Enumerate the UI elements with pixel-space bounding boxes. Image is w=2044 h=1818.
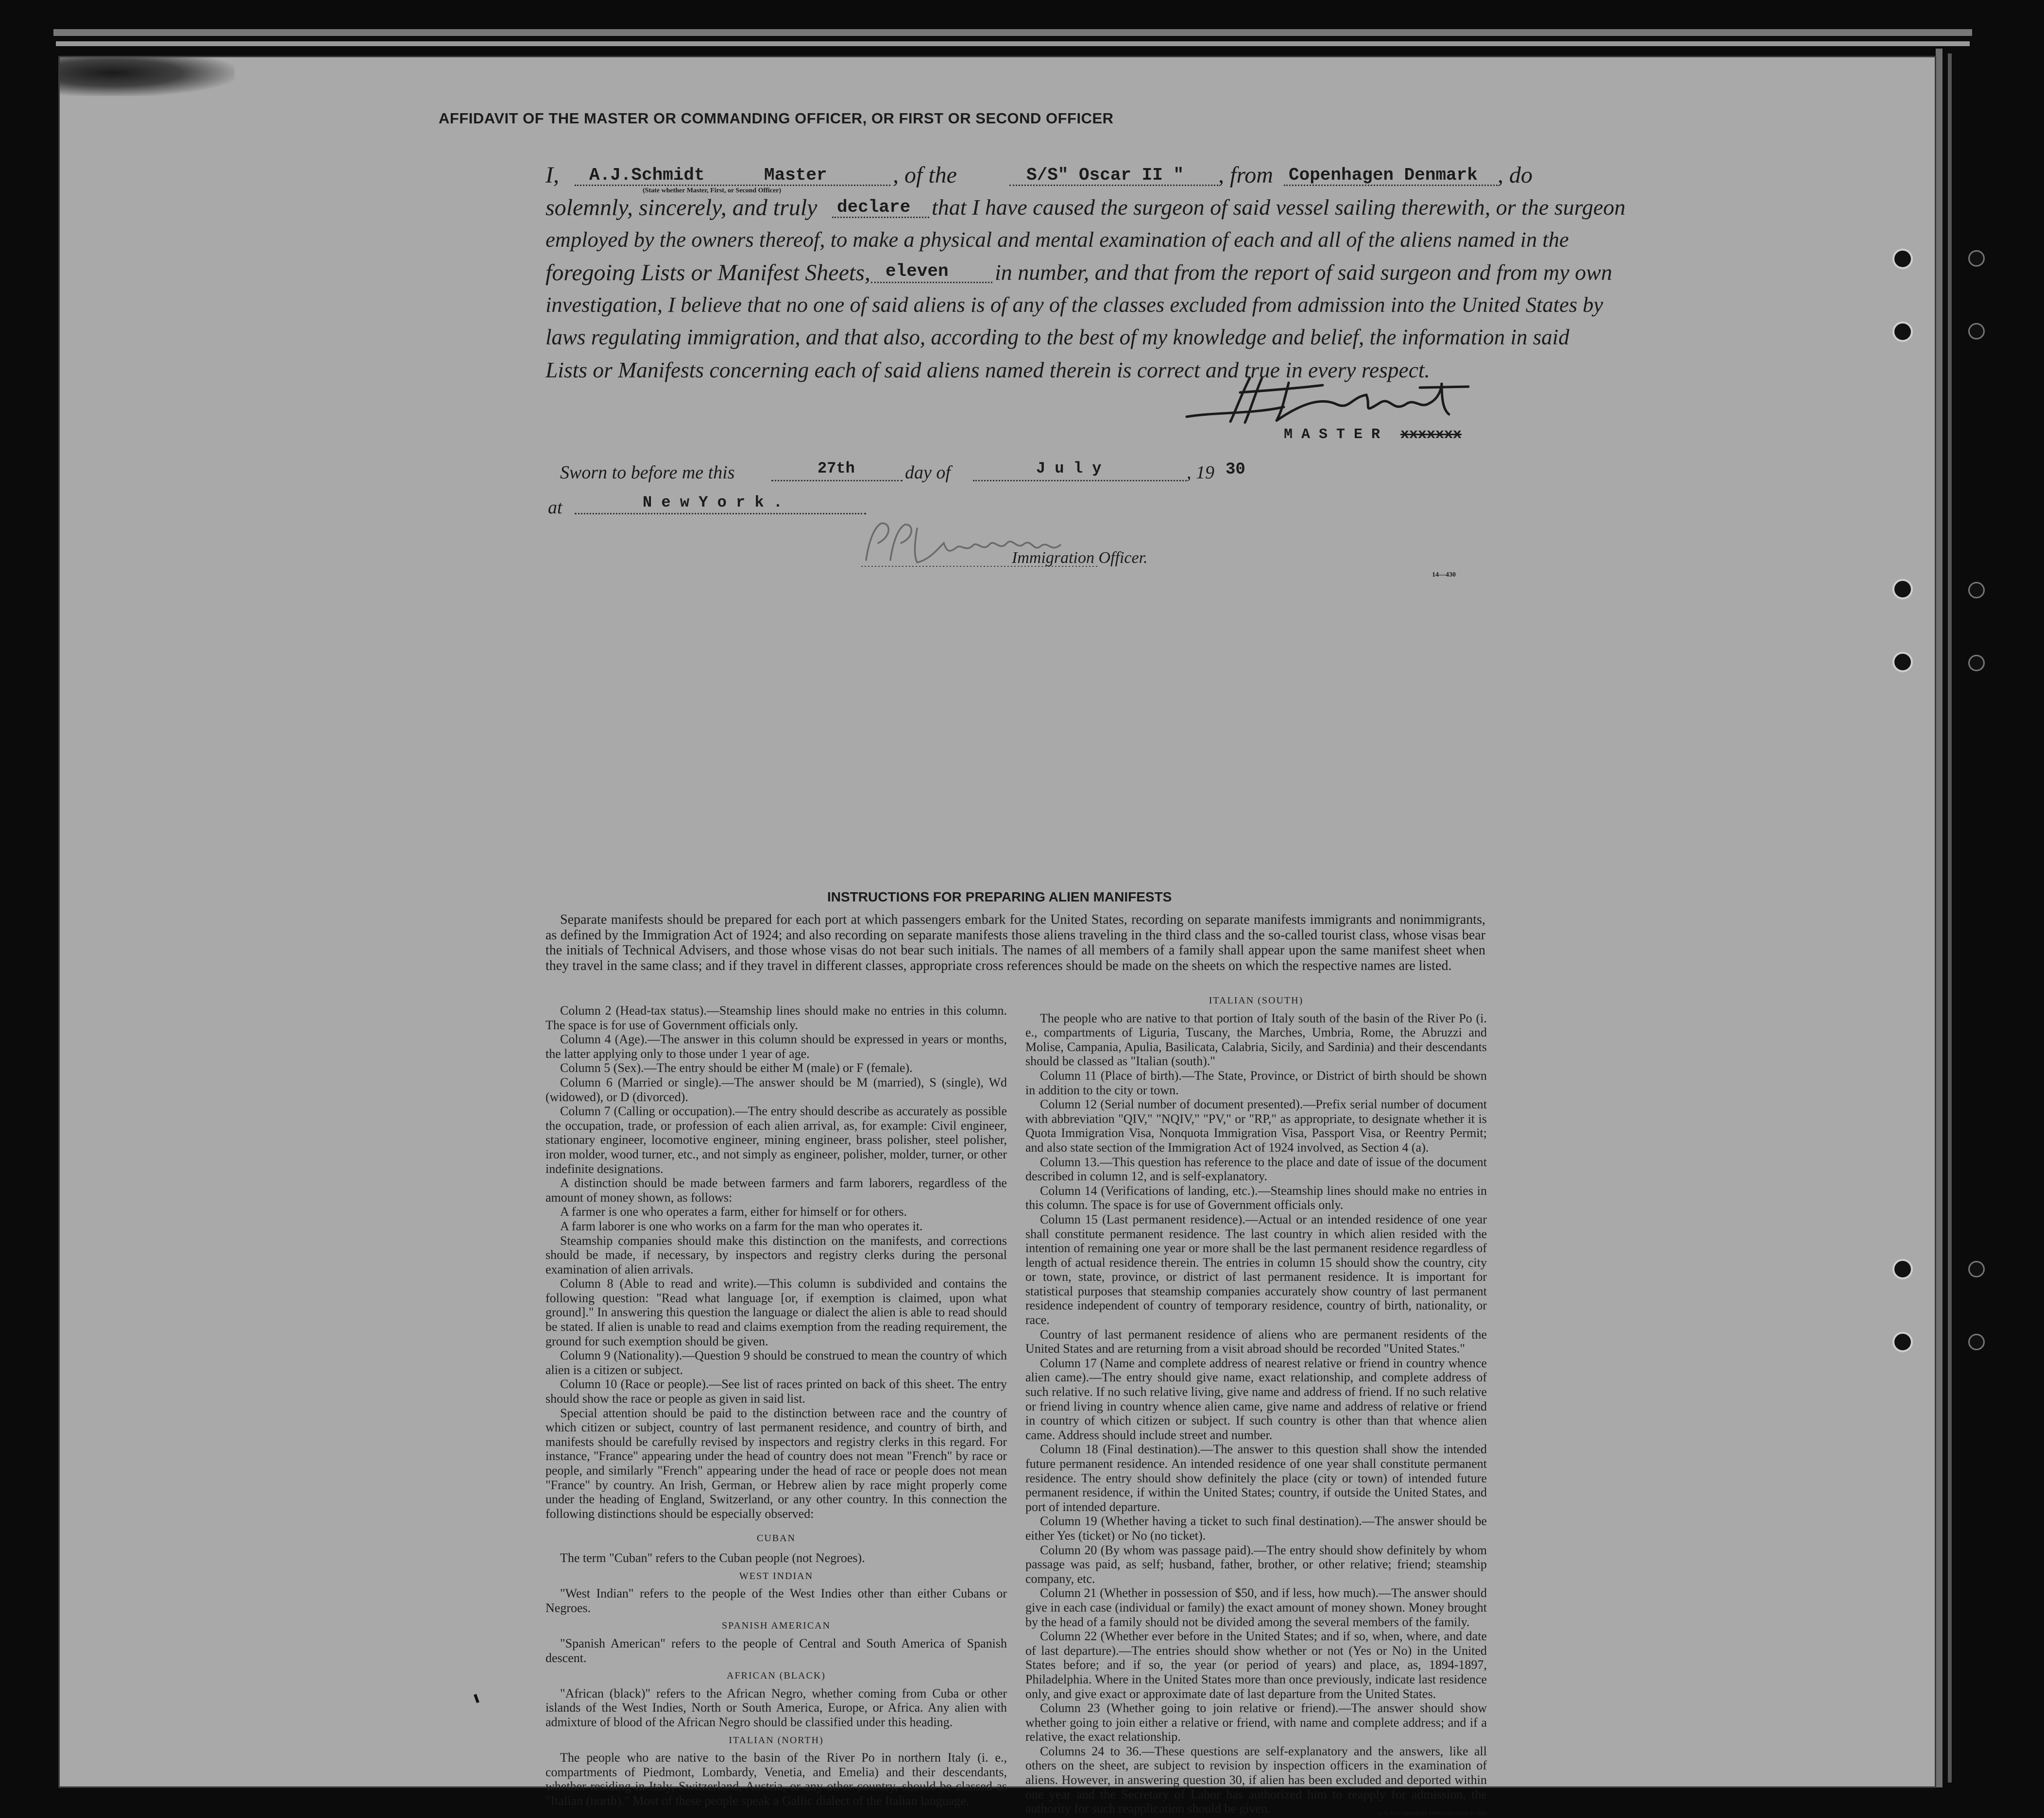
african-heading: AFRICAN (BLACK)	[727, 1670, 826, 1682]
affidavit-line-4b: in number, and that from the report of said surgeon and from my own	[995, 260, 1612, 285]
cuban-heading: CUBAN	[756, 1533, 796, 1544]
affidavit-line-7: Lists or Manifests concerning each of said aliens named therein is correct and true in every respect.	[545, 357, 1430, 382]
affidavit-line-1	[545, 162, 559, 188]
count-field-line	[871, 282, 992, 283]
binder-hole	[1892, 322, 1913, 342]
binder-hole	[1892, 652, 1913, 672]
sworn-prefix: Sworn to before me this	[560, 462, 735, 483]
affidavit-line-3: employed by the owners thereof, to make a physical and mental examination of each and all of the aliens named in the	[545, 227, 1569, 252]
right-paragraph: Column 23 (Whether going to join relative or friend).—The answer should show whether going to join either a relative or friend, with name and complete address; and if a relative, the exact relationship.	[1025, 1701, 1487, 1744]
sworn-month-line	[973, 480, 1187, 481]
left-paragraph: Column 2 (Head-tax status).—Steamship lines should make no entries in this column. The space is for use of Government officials only.	[545, 1003, 1007, 1032]
left-paragraph: Column 10 (Race or people).—See list of races printed on back of this sheet. The entry should show the race or people as given in said list.	[545, 1377, 1007, 1406]
instructions-intro	[545, 912, 1485, 973]
binder-hole	[1892, 249, 1913, 269]
intro-paragraph: Separate manifests should be prepared for each port at which passengers embark for the United States, recording on separate manifests immigrants and nonimmigrants, as defined by the Immigration Act of 1924; and also recording on separate manifests those aliens traveling in the third class and the so-called tourist class, whose visas bear the initials of Technical Advisers, and those whose visas do not bear such initials. The names of all members of a family shall appear upon the same manifest sheet when they travel in the same class; and if they travel in different classes, appropriate cross references should be made on the sheets on which the respective names are listed.	[545, 912, 1485, 973]
cuban-text: The term "Cuban" refers to the Cuban people (not Negroes).	[560, 1550, 865, 1565]
right-paragraph: Column 11 (Place of birth).—The State, Province, or District of birth should be shown in addition to the city or town.	[1025, 1068, 1487, 1097]
right-paragraph: Column 20 (By whom was passage paid).—The entry should show definitely by whom passage was paid, as self; husband, father, brother, or other relative; friend; steamship company, etc.	[1025, 1543, 1487, 1586]
right-paragraph: Column 13.—This question has reference to the place and date of issue of the document described in column 12, and is self-explanatory.	[1025, 1155, 1487, 1184]
binder-hole	[1892, 1332, 1913, 1352]
italian-north-text: The people who are native to the basin of the River Po in northern Italy (i. e., compartments of Piedmont, Lombardy, Venetia, and Emelia) and their descendants, whether residing in Italy, Switzerland, Austria, or any other country, should be classed as "Italian (north)." Most of these people speak a Gallic dialect of the Italian language.	[545, 1750, 1007, 1808]
affidavit-line-5: investigation, I believe that no one of said aliens is of any of the classes excluded from admission into the United States by	[545, 292, 1603, 317]
left-paragraph: Column 8 (Able to read and write).—This column is subdivided and contains the following question: "Read what language [or, if exemption is claimed, upon what ground]." In answering this question the language or dialect the alien is able to read should be stated. If alien is unable to read and claims exemption from the reading requirement, the ground for such exemption should be given.	[545, 1276, 1007, 1348]
manifest-sheet	[58, 56, 1936, 1817]
binder-strip-hole	[1968, 323, 1985, 340]
right-paragraph: The people who are native to that portion of Italy south of the basin of the River Po (i. e., compartments of Liguria, Tuscany, the Marches, Umbria, Rome, the Abruzzi and Molise, Campania, Apulia, Basilicata, Calabria, Sicily, and Sardinia) and their descendants should be classed as "Italian (south)."	[1025, 1011, 1487, 1069]
page-edge-top	[53, 29, 1972, 36]
form-number: 14—430	[1432, 571, 1456, 578]
do-text: , do	[1498, 162, 1533, 188]
i-text: I,	[545, 162, 559, 188]
sworn-day: 27th	[818, 459, 855, 477]
binder-hole	[1892, 1259, 1913, 1279]
of-the-text: , of the	[893, 162, 957, 188]
binder-strip-hole	[1968, 582, 1985, 598]
left-paragraph: A farm laborer is one who works on a farm for the man who operates it.	[560, 1219, 923, 1233]
right-paragraph: Country of last permanent residence of aliens who are permanent residents of the United States and are returning from a visit abroad should be recorded "United States."	[1025, 1327, 1487, 1356]
binder-hole	[1892, 579, 1913, 599]
west-indian-text: "West Indian" refers to the people of the West Indies other than either Cubans or Negroes.	[545, 1586, 1007, 1615]
right-paragraph: Column 19 (Whether having a ticket to such final destination).—The answer should be either Yes (ticket) or No (no ticket).	[1025, 1514, 1487, 1543]
right-paragraph: Column 22 (Whether ever before in the United States; and if so, when, where, and date of last departure).—The entries should show whether or not (Yes or No) in the United States before; and if so, the year (or period of years) and place, as, 1894-1897, Philadelphia. Where in the United States more than once previously, indicate last residence only, and give exact or approximate date of last departure from the United States.	[1025, 1629, 1487, 1701]
page-edge-top-2	[56, 41, 1970, 46]
binder-strip-hole	[1968, 250, 1985, 267]
right-paragraph: Column 12 (Serial number of document presented).—Prefix serial number of document with abbreviation "QIV," "NQIV," "PV," or "RP," as appropriate, to designate whether it is Quota Immigration Visa, Nonquota Immigration Visa, Passport Visa, or Reentry Permit; and also state section of the Immigration Act of 1924 involved, as Section 4 (a).	[1025, 1097, 1487, 1155]
page-edge-right-2	[1948, 53, 1952, 1783]
spanish-american-text: "Spanish American" refers to the people of Central and South America of Spanish descent.	[545, 1636, 1007, 1665]
year-prefix: , 19	[1187, 462, 1214, 483]
italian-south-heading: ITALIAN (SOUTH)	[1209, 995, 1304, 1006]
vessel-name: S/S" Oscar II "	[1026, 165, 1184, 185]
at-text: at	[548, 497, 562, 518]
binder-strip-hole	[1968, 655, 1985, 671]
master-name: A.J.Schmidt	[589, 165, 705, 185]
left-paragraph: Column 6 (Married or single).—The answer should be M (married), S (single), Wd (widowed), or D (divorced).	[545, 1075, 1007, 1104]
alien-count: eleven	[886, 261, 949, 281]
rank-note: (State whether Master, First, or Second Officer)	[643, 187, 782, 194]
right-paragraph: Column 21 (Whether in possession of $50, and if less, how much).—The answer should give in each case (individual or family) the exact amount of money shown. Money brought by the head of a family should not be divided among the several members of the family.	[1025, 1586, 1487, 1629]
spanish-american-heading: SPANISH AMERICAN	[721, 1620, 831, 1631]
left-paragraph: Column 4 (Age).—The answer in this column should be expressed in years or months, the latter applying only to those under 1 year of age.	[545, 1032, 1007, 1061]
stray-mark	[474, 1694, 479, 1703]
left-paragraphs	[545, 1003, 1007, 1521]
right-paragraph: Column 17 (Name and complete address of nearest relative or friend in country whence alien came).—The entry should give name, exact relationship, and complete address of such relative. If no such relative living, give name and address of friend. If no such relative or friend living in country whence alien came, give name and address of relative or friend in country of which citizen or subject. If such country is other than that whence alien came. Address should include street and number.	[1025, 1356, 1487, 1442]
binder-strip-hole	[1968, 1334, 1985, 1350]
right-paragraph: Column 14 (Verifications of landing, etc.).—Steamship lines should make no entries in this column. The space is for use of Government officials only.	[1025, 1183, 1487, 1212]
binder-strip-hole	[1968, 1261, 1985, 1277]
officer-title: Immigration Officer.	[1012, 549, 1148, 567]
sworn-year: 30	[1226, 460, 1245, 479]
sworn-month: J u l y	[1036, 459, 1102, 477]
instructions-title: INSTRUCTIONS FOR PREPARING ALIEN MANIFESTS	[827, 889, 1172, 904]
instructions-left-column	[545, 1003, 1007, 1808]
sworn-day-line	[771, 480, 903, 481]
right-paragraphs	[1025, 1011, 1487, 1816]
instructions-right-column	[1025, 994, 1487, 1817]
departure-port: Copenhagen Denmark	[1289, 165, 1478, 185]
affidavit-line-2b: that I have caused the surgeon of said vessel sailing therewith, or the surgeon	[932, 195, 1626, 220]
left-paragraph: Column 7 (Calling or occupation).—The entry should describe as accurately as possible the occupation, trade, or profession of each alien arrival, as, for example: Civil engineer, stationary engineer, locomotive engineer, mining engineer, brass polisher, steel polisher, iron molder, wood turner, etc., and not simply as engineer, polisher, molder, turner, or other indefinite designations.	[545, 1104, 1007, 1176]
west-indian-heading: WEST INDIAN	[739, 1570, 814, 1581]
sworn-place: N e w Y o r k .	[643, 493, 783, 511]
page-edge-right	[1936, 49, 1942, 1787]
left-paragraph: Steamship companies should make this distinction on the manifests, and corrections should be made, if necessary, by inspectors and registry clerks during the personal examination of alien arrivals.	[545, 1233, 1007, 1276]
day-of-text: day of	[905, 462, 951, 483]
from-text: , from	[1218, 162, 1273, 188]
affidavit-line-2a: solemnly, sincerely, and truly	[545, 195, 818, 221]
master-signature	[1177, 368, 1517, 431]
right-paragraph: Column 15 (Last permanent residence).—Actual or an intended residence of one year shall constitute permanent residence. The last country in which alien resided with the intention of remaining one year or more shall be the last permanent residence regardless of length of actual residence therein. The entries in column 15 should show the country, city or town, state, province, or district of last permanent residence. It is important for statistical purposes that steamship companies accurately show country of last permanent residence independent of country of temporary residence, country of birth, nationality, or race.	[1025, 1212, 1487, 1327]
affidavit-line-6: laws regulating immigration, and that also, according to the best of my knowledge and belief, the information in said	[545, 325, 1569, 349]
left-paragraph: Column 5 (Sex).—The entry should be either M (male) or F (female).	[560, 1061, 913, 1075]
left-paragraph: A farmer is one who operates a farm, either for himself or for others.	[560, 1205, 907, 1219]
italian-north-heading: ITALIAN (NORTH)	[729, 1734, 824, 1746]
master-rank: Master	[764, 165, 827, 185]
printer-line: U. S. GOVERNMENT PRINTING OFFICE: 1929	[1378, 1810, 1487, 1817]
struck-text: xxxxxxx	[1400, 426, 1462, 443]
left-paragraph: Column 9 (Nationality).—Question 9 should be construed to mean the country of which alien is a citizen or subject.	[545, 1348, 1007, 1377]
african-text: "African (black)" refers to the African Negro, whether coming from Cuba or other islands of the West Indies, North or South America, Europe, or Africa. Any alien with admixture of blood of the African Negro should be classified under this heading.	[545, 1686, 1007, 1729]
right-paragraph: Columns 24 to 36.—These questions are self-explanatory and the answers, like all others on the sheet, are subject to revision by inspection officers in the examination of aliens. However, in answering question 30, if alien has been excluded and deported within one year and the Secretary of Labor has authorized him to reapply for admission, the authority for such reapplication should be given.	[1025, 1744, 1487, 1816]
affidavit-line-4a: foregoing Lists or Manifest Sheets,	[545, 260, 870, 286]
left-paragraph: A distinction should be made between farmers and farm laborers, regardless of the amount of money shown, as follows:	[545, 1176, 1007, 1205]
place-field-line	[575, 513, 866, 514]
master-label: M A S T E R	[1284, 426, 1380, 443]
left-paragraph: Special attention should be paid to the distinction between race and the country of which citizen or subject, country of last permanent residence, and country of birth, and manifests should be carefully revised by inspectors and registry clerks in this regard. For instance, "France" appearing under the head of country does not mean "French" by race or people, and similarly "French" appearing under the head of race or people does not mean "France" by country. An Irish, German, or Hebrew alien by race might properly come under the heading of England, Switzerland, or any other country. In this connection the following distinctions should be especially observed:	[545, 1406, 1007, 1521]
declare-word: declare	[837, 197, 911, 217]
right-paragraph: Column 18 (Final destination).—The answer to this question shall show the intended future permanent residence. An intended residence of one year shall constitute permanent residence. The entry should show definitely the place (city or town) of intended future permanent residence, if within the United States; country, if outside the United States, and port of intended departure.	[1025, 1442, 1487, 1514]
affidavit-title: AFFIDAVIT OF THE MASTER OR COMMANDING OFFICER, OR FIRST OR SECOND OFFICER	[439, 110, 1114, 127]
